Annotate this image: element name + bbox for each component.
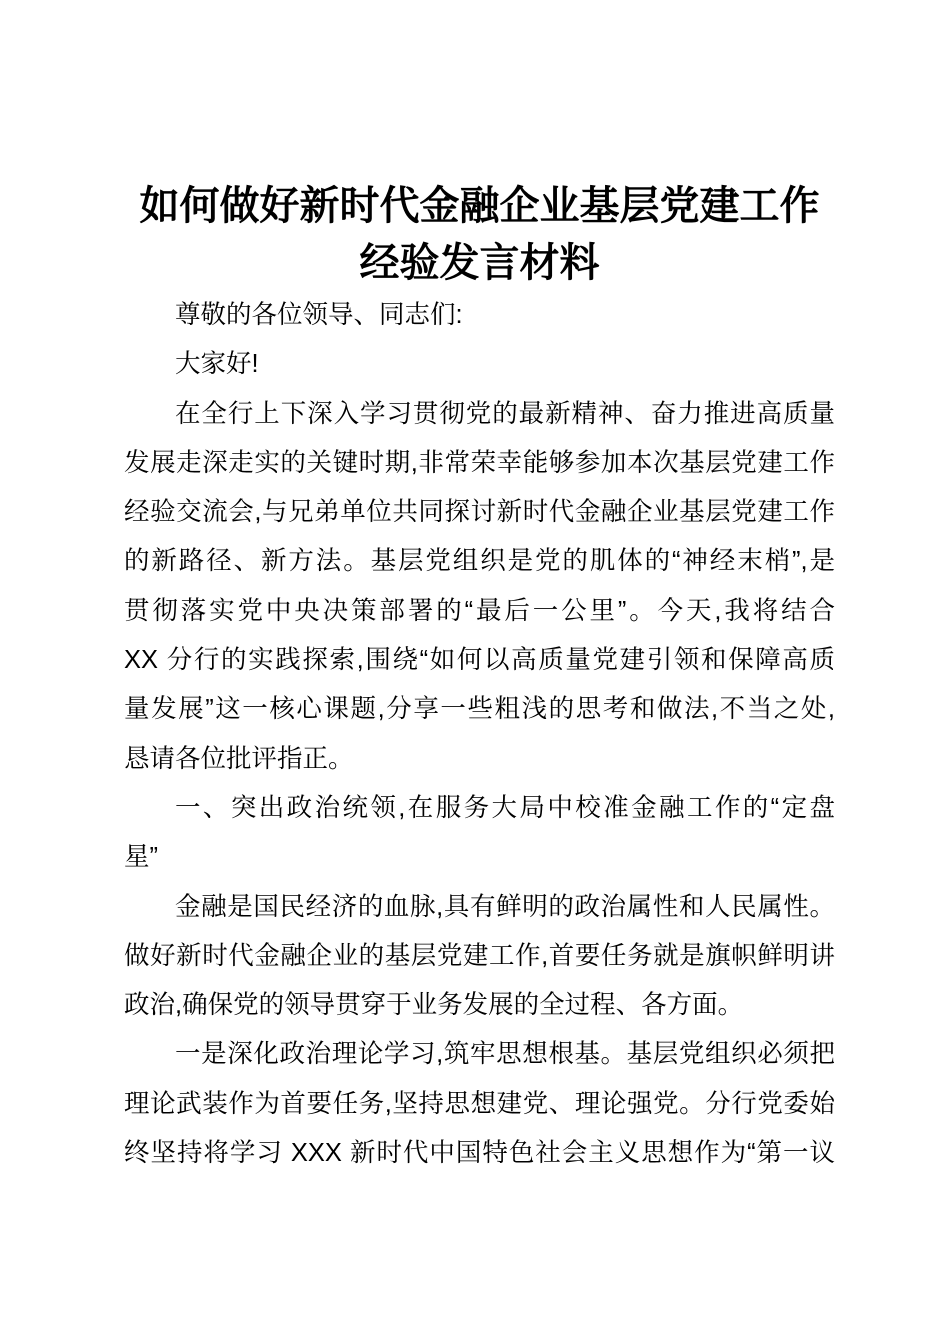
paragraph-1-line: 恳请各位批评指正。: [124, 744, 354, 773]
paragraph-3-line: 终坚持将学习 XXX 新时代中国特色社会主义思想作为“第一议: [124, 1139, 835, 1168]
salutation-line: 尊敬的各位领导、同志们:: [175, 301, 463, 329]
title-line-1: 如何做好新时代金融企业基层党建工作: [139, 183, 820, 228]
paragraph-1-line: 发展走深走实的关键时期,非常荣幸能够参加本次基层党建工作: [124, 448, 835, 477]
paragraph-1-line: 贯彻落实党中央决策部署的“最后一公里”。今天,我将结合: [124, 596, 835, 625]
document-title: [124, 177, 835, 291]
section-heading-line: 星”: [124, 843, 158, 872]
paragraph-1-line: 量发展”这一核心课题,分享一些粗浅的思考和做法,不当之处,: [124, 695, 835, 724]
paragraph-1-line: XX 分行的实践探索,围绕“如何以高质量党建引领和保障高质: [124, 646, 835, 675]
paragraph-3-line: 一是深化政治理论学习,筑牢思想根基。基层党组织必须把: [175, 1040, 835, 1069]
paragraph-1-line: 的新路径、新方法。基层党组织是党的肌体的“神经末梢”,是: [124, 547, 835, 576]
section-heading-line: 一、突出政治统领,在服务大局中校准金融工作的“定盘: [175, 793, 835, 822]
paragraph-1-line: 经验交流会,与兄弟单位共同探讨新时代金融企业基层党建工作: [124, 498, 835, 527]
paragraph-2-line: 金融是国民经济的血脉,具有鲜明的政治属性和人民属性。: [175, 892, 835, 921]
paragraph-2-line: 政治,确保党的领导贯穿于业务发展的全过程、各方面。: [124, 991, 744, 1020]
document-body: [124, 291, 835, 1178]
paragraph-2-line: 做好新时代金融企业的基层党建工作,首要任务就是旗帜鲜明讲: [124, 941, 835, 970]
paragraph-1-line: 在全行上下深入学习贯彻党的最新精神、奋力推进高质量: [175, 399, 835, 428]
greeting-line: 大家好!: [175, 350, 259, 379]
title-line-2: 经验发言材料: [359, 240, 600, 285]
paragraph-3-line: 理论武装作为首要任务,坚持思想建党、理论强党。分行党委始: [124, 1089, 835, 1118]
